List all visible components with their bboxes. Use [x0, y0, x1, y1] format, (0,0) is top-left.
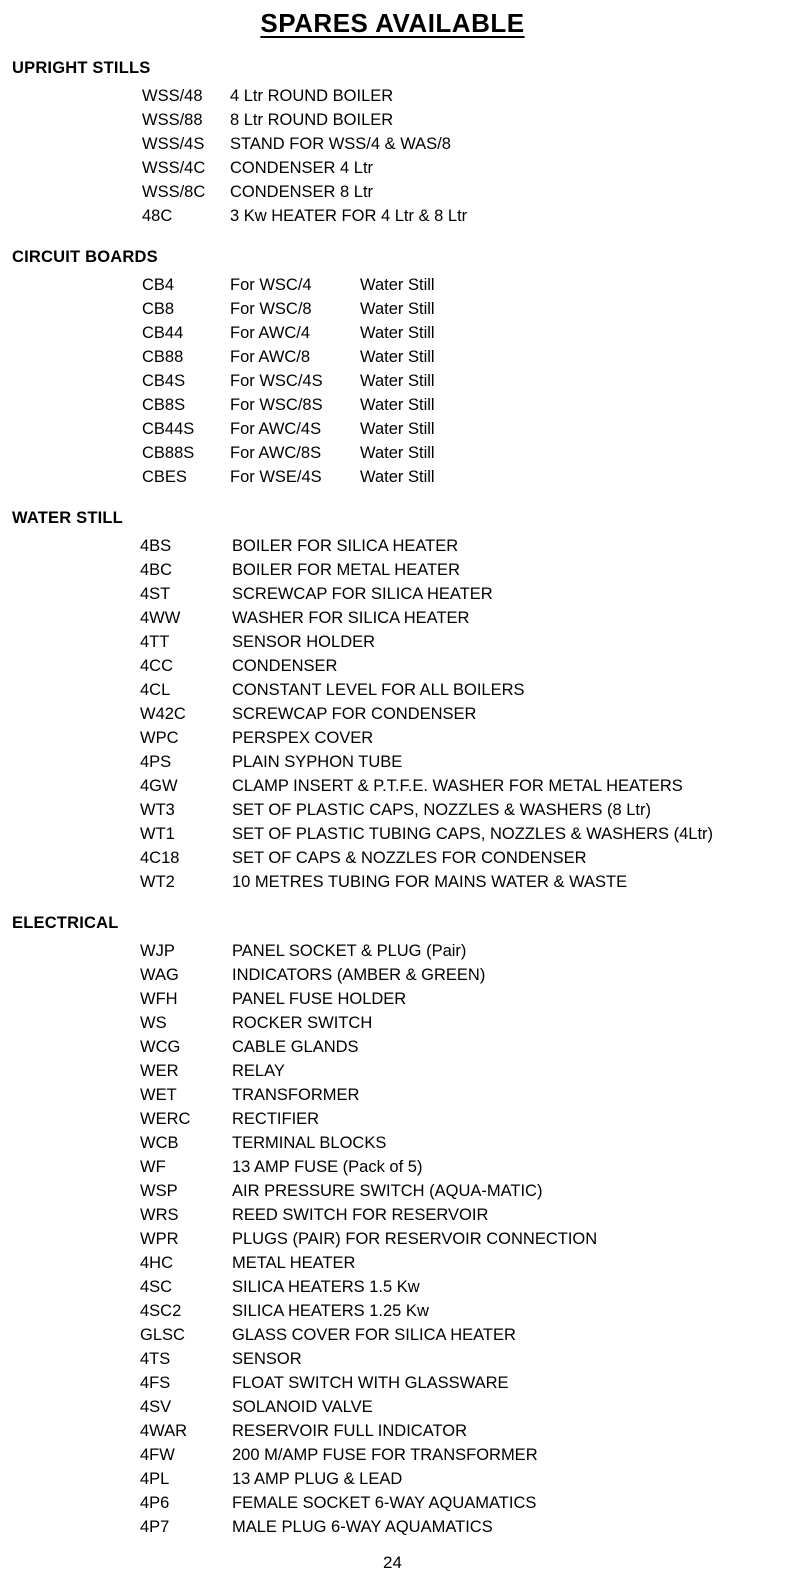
part-description: BOILER FOR METAL HEATER: [232, 561, 460, 579]
part-code: CB88: [142, 348, 184, 366]
part-code: 4BC: [140, 561, 173, 579]
part-code: WSS/4C: [142, 159, 206, 177]
list-item: [0, 630, 785, 654]
list-item: [0, 1059, 785, 1083]
part-application: Water Still: [360, 300, 435, 318]
list-item: [0, 345, 785, 369]
part-description: 200 M/AMP FUSE FOR TRANSFORMER: [232, 1446, 538, 1464]
part-description: CONSTANT LEVEL FOR ALL BOILERS: [232, 681, 525, 699]
part-code: 4SV: [140, 1398, 172, 1416]
list-item: [0, 1011, 785, 1035]
list-item: [0, 822, 785, 846]
part-code: WSP: [140, 1182, 178, 1200]
part-description: For AWC/8: [230, 348, 311, 366]
part-code: 48C: [142, 207, 173, 225]
part-description: REED SWITCH FOR RESERVOIR: [232, 1206, 489, 1224]
list-item: [0, 1347, 785, 1371]
part-description: 3 Kw HEATER FOR 4 Ltr & 8 Ltr: [230, 207, 468, 225]
part-code: WSS/8C: [142, 183, 206, 201]
section-heading: ELECTRICAL: [12, 914, 119, 932]
list-item: [0, 774, 785, 798]
part-code: WT3: [140, 801, 175, 819]
list-item: [0, 1419, 785, 1443]
part-description: WASHER FOR SILICA HEATER: [232, 609, 470, 627]
part-code: WPR: [140, 1230, 179, 1248]
part-description: For WSC/8: [230, 300, 312, 318]
part-description: SCREWCAP FOR SILICA HEATER: [232, 585, 493, 603]
list-item: [0, 369, 785, 393]
part-description: ROCKER SWITCH: [232, 1014, 373, 1032]
part-code: 4C18: [140, 849, 180, 867]
part-code: WT1: [140, 825, 175, 843]
part-code: WET: [140, 1086, 177, 1104]
part-description: 13 AMP PLUG & LEAD: [232, 1470, 403, 1488]
list-item: [0, 1395, 785, 1419]
list-item: [0, 582, 785, 606]
list-item: [0, 1323, 785, 1347]
page-number: 24: [383, 1553, 402, 1572]
list-item: [0, 987, 785, 1011]
part-code: CB4S: [142, 372, 186, 390]
part-code: 4WW: [140, 609, 181, 627]
spares-list: [0, 84, 785, 228]
list-item: [0, 441, 785, 465]
list-item: [0, 1515, 785, 1539]
part-code: GLSC: [140, 1326, 185, 1344]
part-code: W42C: [140, 705, 186, 723]
part-code: 4TT: [140, 633, 170, 651]
list-item: [0, 534, 785, 558]
part-code: 4GW: [140, 777, 178, 795]
part-description: SILICA HEATERS 1.25 Kw: [232, 1302, 429, 1320]
list-item: [0, 558, 785, 582]
part-description: AIR PRESSURE SWITCH (AQUA-MATIC): [232, 1182, 543, 1200]
part-code: WSS/4S: [142, 135, 205, 153]
part-description: GLASS COVER FOR SILICA HEATER: [232, 1326, 516, 1344]
part-code: CB88S: [142, 444, 195, 462]
part-description: PLUGS (PAIR) FOR RESERVOIR CONNECTION: [232, 1230, 598, 1248]
part-description: For AWC/8S: [230, 444, 322, 462]
part-code: WT2: [140, 873, 175, 891]
spares-list: [0, 273, 785, 489]
list-item: [0, 108, 785, 132]
part-application: Water Still: [360, 396, 435, 414]
part-description: METAL HEATER: [232, 1254, 356, 1272]
list-item: [0, 1443, 785, 1467]
part-application: Water Still: [360, 324, 435, 342]
part-description: STAND FOR WSS/4 & WAS/8: [230, 135, 451, 153]
list-item: [0, 750, 785, 774]
part-application: Water Still: [360, 444, 435, 462]
part-code: CB44S: [142, 420, 195, 438]
part-description: 4 Ltr ROUND BOILER: [230, 87, 394, 105]
top-spacer: [0, 0, 785, 4]
part-code: CB4: [142, 276, 175, 294]
part-code: WFH: [140, 990, 178, 1008]
part-application: Water Still: [360, 372, 435, 390]
list-item: [0, 1251, 785, 1275]
list-item: [0, 297, 785, 321]
part-description: 13 AMP FUSE (Pack of 5): [232, 1158, 423, 1176]
part-code: CBES: [142, 468, 187, 486]
list-item: [0, 702, 785, 726]
list-item: [0, 678, 785, 702]
part-code: 4SC: [140, 1278, 173, 1296]
list-item: [0, 1371, 785, 1395]
section-heading: CIRCUIT BOARDS: [12, 248, 158, 266]
part-description: For WSE/4S: [230, 468, 322, 486]
list-item: [0, 321, 785, 345]
list-item: [0, 417, 785, 441]
part-code: 4ST: [140, 585, 171, 603]
part-description: SOLANOID VALVE: [232, 1398, 373, 1416]
part-code: 4P7: [140, 1518, 170, 1536]
list-item: [0, 654, 785, 678]
part-code: 4FS: [140, 1374, 171, 1392]
list-item: [0, 726, 785, 750]
part-description: TERMINAL BLOCKS: [232, 1134, 387, 1152]
part-code: CB8S: [142, 396, 186, 414]
list-item: [0, 963, 785, 987]
part-description: FEMALE SOCKET 6-WAY AQUAMATICS: [232, 1494, 537, 1512]
part-code: WAG: [140, 966, 179, 984]
part-code: WCG: [140, 1038, 181, 1056]
part-description: CONDENSER 4 Ltr: [230, 159, 374, 177]
part-code: 4TS: [140, 1350, 171, 1368]
part-code: WER: [140, 1062, 179, 1080]
part-description: SET OF PLASTIC CAPS, NOZZLES & WASHERS (8 Ltr): [232, 801, 652, 819]
list-item: [0, 1467, 785, 1491]
list-item: [0, 1227, 785, 1251]
list-item: [0, 606, 785, 630]
part-code: 4CL: [140, 681, 171, 699]
part-code: 4PS: [140, 753, 172, 771]
list-item: [0, 84, 785, 108]
list-item: [0, 1107, 785, 1131]
list-item: [0, 393, 785, 417]
part-code: CB8: [142, 300, 175, 318]
part-description: FLOAT SWITCH WITH GLASSWARE: [232, 1374, 509, 1392]
list-item: [0, 156, 785, 180]
part-description: INDICATORS (AMBER & GREEN): [232, 966, 486, 984]
part-code: 4FW: [140, 1446, 175, 1464]
part-application: Water Still: [360, 348, 435, 366]
part-code: WRS: [140, 1206, 179, 1224]
list-item: [0, 132, 785, 156]
list-item: [0, 1155, 785, 1179]
part-code: 4BS: [140, 537, 172, 555]
part-application: Water Still: [360, 276, 435, 294]
list-item: [0, 870, 785, 894]
part-description: SCREWCAP FOR CONDENSER: [232, 705, 477, 723]
part-description: SENSOR HOLDER: [232, 633, 376, 651]
section-upright-stills: [0, 59, 785, 228]
part-description: For AWC/4: [230, 324, 311, 342]
part-description: RECTIFIER: [232, 1110, 320, 1128]
part-description: PANEL SOCKET & PLUG (Pair): [232, 942, 467, 960]
list-item: [0, 939, 785, 963]
part-description: SILICA HEATERS 1.5 Kw: [232, 1278, 420, 1296]
part-code: 4P6: [140, 1494, 170, 1512]
list-item: [0, 1299, 785, 1323]
part-code: 4PL: [140, 1470, 170, 1488]
list-item: [0, 846, 785, 870]
part-description: For WSC/4S: [230, 372, 323, 390]
section-heading: UPRIGHT STILLS: [12, 59, 151, 77]
part-code: WPC: [140, 729, 179, 747]
part-code: WS: [140, 1014, 167, 1032]
part-description: For WSC/4: [230, 276, 312, 294]
list-item: [0, 1491, 785, 1515]
part-code: 4WAR: [140, 1422, 188, 1440]
section-heading: WATER STILL: [12, 509, 123, 527]
part-description: For WSC/8S: [230, 396, 323, 414]
part-code: WCB: [140, 1134, 179, 1152]
part-description: SET OF PLASTIC TUBING CAPS, NOZZLES & WASHERS (4Ltr): [232, 825, 714, 843]
list-item: [0, 1275, 785, 1299]
part-code: 4HC: [140, 1254, 174, 1272]
part-description: MALE PLUG 6-WAY AQUAMATICS: [232, 1518, 493, 1536]
part-description: SET OF CAPS & NOZZLES FOR CONDENSER: [232, 849, 587, 867]
spares-list: [0, 939, 785, 1539]
part-description: CABLE GLANDS: [232, 1038, 359, 1056]
list-item: [0, 465, 785, 489]
list-item: [0, 1035, 785, 1059]
part-description: PERSPEX COVER: [232, 729, 374, 747]
part-code: WSS/88: [142, 111, 203, 129]
part-description: RELAY: [232, 1062, 285, 1080]
part-code: WF: [140, 1158, 166, 1176]
section-electrical: [0, 914, 785, 1539]
part-code: 4CC: [140, 657, 174, 675]
part-code: 4SC2: [140, 1302, 182, 1320]
list-item: [0, 1083, 785, 1107]
part-description: RESERVOIR FULL INDICATOR: [232, 1422, 468, 1440]
list-item: [0, 180, 785, 204]
part-code: WJP: [140, 942, 175, 960]
list-item: [0, 204, 785, 228]
page-title: SPARES AVAILABLE: [260, 8, 525, 38]
spares-list: [0, 534, 785, 894]
part-application: Water Still: [360, 468, 435, 486]
part-description: For AWC/4S: [230, 420, 322, 438]
part-application: Water Still: [360, 420, 435, 438]
part-description: SENSOR: [232, 1350, 302, 1368]
part-description: CLAMP INSERT & P.T.F.E. WASHER FOR METAL HEATERS: [232, 777, 683, 795]
part-description: TRANSFORMER: [232, 1086, 360, 1104]
part-description: CONDENSER 8 Ltr: [230, 183, 374, 201]
list-item: [0, 273, 785, 297]
part-description: PANEL FUSE HOLDER: [232, 990, 407, 1008]
section-water-still: [0, 509, 785, 894]
part-code: WERC: [140, 1110, 191, 1128]
list-item: [0, 1179, 785, 1203]
part-description: PLAIN SYPHON TUBE: [232, 753, 403, 771]
list-item: [0, 1131, 785, 1155]
part-description: 8 Ltr ROUND BOILER: [230, 111, 394, 129]
part-description: 10 METRES TUBING FOR MAINS WATER & WASTE: [232, 873, 628, 891]
part-description: BOILER FOR SILICA HEATER: [232, 537, 459, 555]
part-description: CONDENSER: [232, 657, 338, 675]
part-code: WSS/48: [142, 87, 203, 105]
part-code: CB44: [142, 324, 184, 342]
list-item: [0, 798, 785, 822]
section-circuit-boards: [0, 248, 785, 489]
list-item: [0, 1203, 785, 1227]
